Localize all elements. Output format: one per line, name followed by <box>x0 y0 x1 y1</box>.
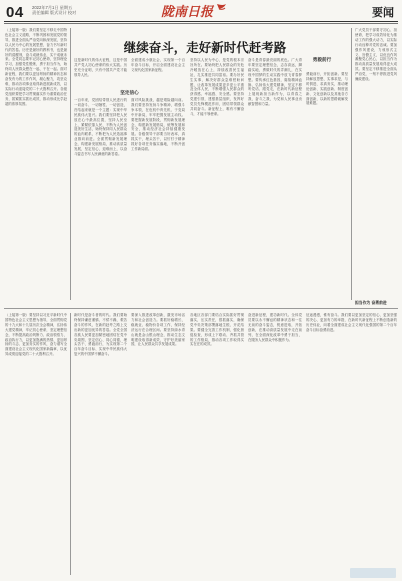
column-divider <box>70 28 71 300</box>
text-column-3: 全面建成小康社会，实现第一个百年奋斗目标，开启全面建设社会主义现代化国家新征程。 <box>131 58 185 72</box>
column-divider-lower <box>70 313 71 575</box>
header-rule <box>4 21 398 22</box>
masthead-emblem-icon <box>217 4 226 9</box>
article-subhead: 坚定信心 <box>120 91 139 96</box>
section-divider <box>4 308 398 309</box>
issue-editors: 责任编辑 版式设计 校对 <box>32 10 77 15</box>
text-column-11: 新时代是奋斗者的时代。我们要始终保持谦虚谨慎、不骄不躁、艰苦奋斗的作风，在新的赶考之路上交出新的更加优异的答卷。全党全国各族人民要更加紧密地团结在党中央周围，坚定信心、同心同德，埋头苦干、勇毅前行，为实现第二个百年奋斗目标、实现中华民族伟大复兴的中国梦不懈奋斗。 <box>74 313 127 357</box>
highlight-note: 担当作为 奋勇前进 <box>355 300 387 305</box>
text-column-4: 一百年来，党团结带领人民进行的一切奋斗、一切牺牲、一切创造，归结起来就是一个主题：实现中华民族伟大复兴。我们要坚持把人民放在心中最高位置，坚持人民至上，紧紧依靠人民，不断为人民创造美好生活，始终保持同人民群众的血肉联系，不断把为人民造福事业推向前进。全面贯彻新发展理念，构建新发展格局，推动高质量发展，坚定信心，迎难而上，以奋斗姿态书写人民满意的新答卷。 <box>74 98 127 156</box>
text-column-12: 要深入推进改革创新，激发市场活力和社会创造力。要抓好稳增长、稳就业、稳物价各项工作，保持经济运行在合理区间。要坚持绿水青山就是金山银山理念，推动生态文明建设取得新成效，守护好美丽家园，让人民群众共享发展成果。 <box>131 313 185 347</box>
page-number: 04 <box>6 4 24 21</box>
section-title: 要闻 <box>372 7 394 19</box>
text-column-13: 各地区各部门要结合实际抓好贯彻落实，压实责任，狠抓落实，确保党中央决策部署落地生根、开花结果。要健全完善工作机制，强化督促检查，形成上下联动、齐抓共管的工作格局，推动各项工作取得实实在在的成效。 <box>190 313 244 347</box>
text-column-6: 坚持以人民为中心，是党的根本宗旨所在。要始终把人民群众的安危冷暖放在心上，持续改善民生福祉，扎实推进共同富裕。要办好民生实事，解决好群众急难愁盼问题，让改革发展成果更多更公平惠及全体人民，不断增强人民群众的获得感、幸福感、安全感。要坚持党建引领，建强基层组织，发挥好党员先锋模范作用，团结带领群众共同奋斗。新征程上，唯有不懈奋斗，才能不辱使命。 <box>190 58 244 116</box>
header-rule-thin <box>4 23 398 24</box>
text-column-9: 广大党员干部要守初心、担使命，把学习成效转化为推动工作的强大动力，以实际行动诠释对党的忠诚。要加强作风建设，力戒形式主义、官僚主义，以优良作风凝聚党心民心，以担当作为推动高质量发展取得更大成效。要坚定不移推进全面从严治党，一刻不停推进党风廉政建设。 <box>355 28 397 82</box>
text-column-1: （上接第一版）我们要坚定不移走中国特色社会主义道路，不断巩固和发展党的领导，推进全面从严治党向纵深发展，坚持以人民为中心的发展思想，奋力书写新时代的答卷。历史是最好的教科书，也是最好的清醒剂，奋斗成就伟业，实干成就未来。全党同志要牢记初心使命，坚持理论学习，加强党性锻炼，勇于担当作为，始终同人民群众想在一起、干在一起。面对新征程，我们要以更加昂扬的精神状态和奋发有为的工作作风，凝心聚力，攻坚克难，推动各项事业取得新进展新成效，以实际行动迎接党的二十大胜利召开。各级党组织要把学习贯彻落实作为重要政治任务，抓紧抓实抓出成效，推动形成比学赶超的浓厚氛围。 <box>5 28 67 106</box>
article-headline: 继续奋斗，走好新时代赶考路 <box>123 40 287 55</box>
footer-watermark <box>350 568 396 578</box>
masthead-title: 陇南日报 <box>161 5 214 20</box>
issue-meta <box>32 5 76 15</box>
text-column-10: （上接第一版）要坚持以习近平新时代中国特色社会主义思想为指导，全面贯彻党的十九大和十九届历次全会精神，弘扬伟大建党精神，牢记初心使命，坚定理想信念，不断提高政治判断力、政治领悟力、政治执行力，以更加饱满的热情、更加昂扬的斗志、更加务实的作风，奋力谱写全面建设社会主义现代化国家新篇章，以优异成绩迎接党的二十大胜利召开。 <box>5 313 67 357</box>
text-column-8: 勇毅前行，开拓创新。要坚持解放思想、实事求是，与时俱进、求真务实，推动理论创新、实践创新、制度创新、文化创新以及其他各方面创新，以新的思路破解发展难题。 <box>306 72 348 106</box>
text-column-5: 面对风险挑战，越是艰险越向前。我们要坚持发扬斗争精神，增强斗争本领，在危机中育先机、于变局中开新局，牢牢把握发展主动权。要把握新发展阶段，贯彻新发展理念，构建新发展格局，统筹发展和安全，推动经济社会持续健康发展。各级领导干部要当好表率，真抓实干，埋头苦干，以钉钉子精神抓好各项任务落实落地，不断开创工作新局面。 <box>131 98 185 152</box>
column-divider-right <box>351 28 352 300</box>
text-column-15: 征途漫漫，惟有奋斗。我们要以更加坚定的信心、更加坚强的决心、更加有力的举措，在新时代新征程上不断创造新的历史伟业，向着全面建成社会主义现代化强国的第二个百年奋斗目标奋勇前进。 <box>306 313 397 332</box>
text-column-2: 这是新时代的伟大征程，这是中国共产党人初心使命的伟大实践。历史充分证明，只有中国共产党才能领导人民。 <box>74 58 127 77</box>
text-column-7: 奋斗是青春最亮丽的底色。广大青年要坚定理想信念，志存高远，脚踏实地，勇做时代的弄潮儿，在实现中国梦的生动实践中放飞青春梦想。要传承红色基因，赓续精神血脉，弘扬伟大建党精神，坚定不移听党话、跟党走，在新时代新征程上展现新担当新作为，以青春之我，奋斗之我，为党和人民事业贡献智慧和力量。 <box>248 58 302 107</box>
article-subhead-2: 勇毅前行 <box>312 58 332 63</box>
issue-date: 2022年7月1日 星期五 <box>32 5 73 10</box>
text-column-14: 奋进新征程，建功新时代。全体党员要以永不懈怠的精神状态和一往无前的奋斗姿态，锐意进取，开拓创新，在推动高质量发展中走在前列，在全面深化改革中勇于担当，在服务人民群众中积极作为。 <box>248 313 302 342</box>
masthead-logo <box>155 1 247 21</box>
